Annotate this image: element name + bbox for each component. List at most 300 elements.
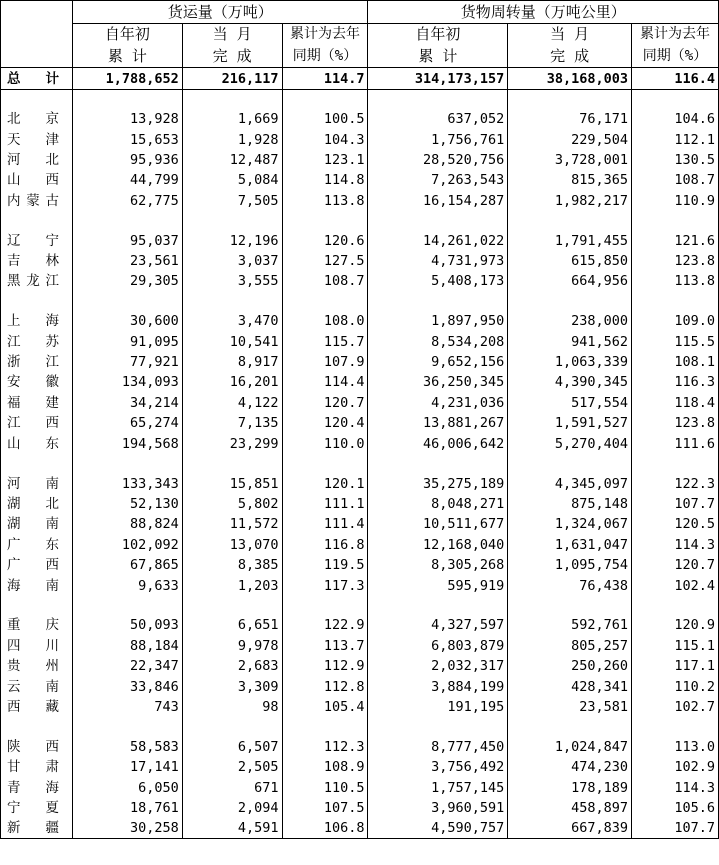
pct-volume-cell: 112.9	[282, 656, 368, 676]
region-name-cell	[1, 271, 73, 291]
ytd-turnover-cell: 8,305,268	[368, 555, 508, 575]
table-row	[1, 555, 719, 575]
month-turnover-cell: 615,850	[508, 251, 632, 271]
region-name: 河 南	[7, 475, 59, 492]
table-row	[1, 170, 719, 190]
ytd-volume-cell: 194,568	[72, 433, 182, 453]
col-header-ytd-top: 自年初	[368, 24, 508, 46]
total-label-text: 总 计	[7, 70, 59, 87]
pct-volume-cell: 120.1	[282, 473, 368, 493]
pct-turnover-cell: 123.8	[632, 251, 719, 271]
ytd-volume-cell: 65,274	[72, 413, 182, 433]
month-volume-cell: 8,917	[182, 352, 282, 372]
month-volume-cell: 5,084	[182, 170, 282, 190]
month-turnover-cell: 76,171	[508, 109, 632, 129]
month-volume-cell: 4,591	[182, 818, 282, 839]
spacer-cell	[508, 596, 632, 616]
pct-turnover-cell: 109.0	[632, 311, 719, 331]
spacer-cell	[368, 292, 508, 312]
pct-turnover-cell: 105.6	[632, 798, 719, 818]
table-row	[1, 494, 719, 514]
month-turnover-cell: 1,324,067	[508, 514, 632, 534]
region-name-cell	[1, 757, 73, 777]
month-turnover-cell: 592,761	[508, 615, 632, 635]
month-volume-cell: 7,505	[182, 191, 282, 211]
month-turnover-cell: 1,631,047	[508, 535, 632, 555]
ytd-turnover-cell: 4,731,973	[368, 251, 508, 271]
pct-volume-cell: 115.7	[282, 332, 368, 352]
spacer-cell	[368, 717, 508, 737]
table-row	[1, 109, 719, 129]
region-name: 四 川	[7, 637, 59, 654]
total-pct-volume: 114.7	[282, 68, 368, 90]
region-name: 浙 江	[7, 354, 59, 371]
month-volume-cell: 5,802	[182, 494, 282, 514]
month-volume-cell: 16,201	[182, 372, 282, 392]
total-month-turnover: 38,168,003	[508, 68, 632, 90]
region-name: 海 南	[7, 577, 59, 594]
pct-turnover-cell: 114.3	[632, 535, 719, 555]
month-turnover-cell: 76,438	[508, 575, 632, 595]
total-row	[1, 68, 719, 90]
ytd-volume-cell: 77,921	[72, 352, 182, 372]
region-name: 河 北	[7, 151, 59, 168]
ytd-volume-cell: 95,936	[72, 150, 182, 170]
month-volume-cell: 3,037	[182, 251, 282, 271]
spacer-cell	[1, 211, 73, 231]
region-name-cell	[1, 615, 73, 635]
region-name-cell	[1, 150, 73, 170]
pct-turnover-cell: 116.3	[632, 372, 719, 392]
pct-volume-cell: 113.7	[282, 636, 368, 656]
region-name: 青 海	[7, 779, 59, 796]
pct-volume-cell: 114.8	[282, 170, 368, 190]
pct-volume-cell: 105.4	[282, 697, 368, 717]
pct-volume-cell: 122.9	[282, 615, 368, 635]
group-spacer-row	[1, 596, 719, 616]
ytd-volume-cell: 88,824	[72, 514, 182, 534]
ytd-turnover-cell: 46,006,642	[368, 433, 508, 453]
pct-volume-cell: 119.5	[282, 555, 368, 575]
month-turnover-cell: 250,260	[508, 656, 632, 676]
month-volume-cell: 4,122	[182, 393, 282, 413]
month-volume-cell: 1,669	[182, 109, 282, 129]
spacer-cell	[72, 90, 182, 110]
month-turnover-cell: 805,257	[508, 636, 632, 656]
spacer-cell	[1, 454, 73, 474]
ytd-volume-cell: 50,093	[72, 615, 182, 635]
ytd-volume-cell: 30,600	[72, 311, 182, 331]
region-name: 新 疆	[7, 820, 59, 837]
region-name: 上 海	[7, 313, 59, 330]
spacer-cell	[368, 596, 508, 616]
month-turnover-cell: 815,365	[508, 170, 632, 190]
month-turnover-cell: 1,024,847	[508, 737, 632, 757]
month-turnover-cell: 941,562	[508, 332, 632, 352]
pct-turnover-cell: 104.6	[632, 109, 719, 129]
group-spacer-row	[1, 211, 719, 231]
month-turnover-cell: 664,956	[508, 271, 632, 291]
ytd-turnover-cell: 1,757,145	[368, 777, 508, 797]
table-row	[1, 393, 719, 413]
ytd-volume-cell: 91,095	[72, 332, 182, 352]
region-name-cell	[1, 575, 73, 595]
pct-volume-cell: 114.4	[282, 372, 368, 392]
spacer-cell	[72, 596, 182, 616]
month-volume-cell: 15,851	[182, 473, 282, 493]
pct-turnover-cell: 102.7	[632, 697, 719, 717]
pct-turnover-cell: 107.7	[632, 818, 719, 839]
pct-turnover-cell: 111.6	[632, 433, 719, 453]
month-turnover-cell: 4,390,345	[508, 372, 632, 392]
ytd-turnover-cell: 10,511,677	[368, 514, 508, 534]
pct-volume-cell: 111.1	[282, 494, 368, 514]
month-turnover-cell: 1,591,527	[508, 413, 632, 433]
pct-volume-cell: 120.7	[282, 393, 368, 413]
spacer-cell	[182, 90, 282, 110]
pct-volume-cell: 107.9	[282, 352, 368, 372]
pct-turnover-cell: 115.1	[632, 636, 719, 656]
total-label	[1, 68, 73, 90]
table-row	[1, 191, 719, 211]
spacer-cell	[182, 454, 282, 474]
spacer-cell	[1, 292, 73, 312]
month-turnover-cell: 667,839	[508, 818, 632, 839]
pct-volume-cell: 123.1	[282, 150, 368, 170]
region-name-cell	[1, 818, 73, 839]
table-row	[1, 473, 719, 493]
ytd-turnover-cell: 4,327,597	[368, 615, 508, 635]
spacer-cell	[282, 454, 368, 474]
month-turnover-cell: 229,504	[508, 129, 632, 149]
pct-turnover-cell: 110.2	[632, 676, 719, 696]
ytd-volume-cell: 22,347	[72, 656, 182, 676]
pct-turnover-cell: 113.0	[632, 737, 719, 757]
region-name-cell	[1, 473, 73, 493]
ytd-volume-cell: 29,305	[72, 271, 182, 291]
pct-volume-cell: 100.5	[282, 109, 368, 129]
ytd-turnover-cell: 9,652,156	[368, 352, 508, 372]
ytd-turnover-cell: 8,048,271	[368, 494, 508, 514]
table-row	[1, 798, 719, 818]
table-row	[1, 676, 719, 696]
region-name: 辽 宁	[7, 232, 59, 249]
ytd-turnover-cell: 3,884,199	[368, 676, 508, 696]
region-name: 西 藏	[7, 698, 59, 715]
ytd-turnover-cell: 6,803,879	[368, 636, 508, 656]
pct-turnover-cell: 102.9	[632, 757, 719, 777]
pct-turnover-cell: 121.6	[632, 230, 719, 250]
table-row	[1, 251, 719, 271]
region-name: 宁 夏	[7, 800, 59, 817]
month-turnover-cell: 238,000	[508, 311, 632, 331]
pct-volume-cell: 108.7	[282, 271, 368, 291]
region-name: 重 庆	[7, 617, 59, 634]
total-ytd-volume: 1,788,652	[72, 68, 182, 90]
table-row	[1, 514, 719, 534]
table-row	[1, 697, 719, 717]
region-name-cell	[1, 535, 73, 555]
col-header-pct-bottom: 同期（%）	[632, 46, 719, 68]
ytd-volume-cell: 67,865	[72, 555, 182, 575]
region-name: 安 徽	[7, 374, 59, 391]
pct-volume-cell: 112.8	[282, 676, 368, 696]
ytd-volume-cell: 52,130	[72, 494, 182, 514]
month-volume-cell: 98	[182, 697, 282, 717]
spacer-cell	[508, 292, 632, 312]
region-name: 北 京	[7, 111, 59, 128]
spacer-cell	[368, 454, 508, 474]
spacer-cell	[632, 596, 719, 616]
spacer-cell	[508, 211, 632, 231]
region-name: 贵 州	[7, 658, 59, 675]
pct-volume-cell: 108.9	[282, 757, 368, 777]
region-name: 天 津	[7, 131, 59, 148]
table-row	[1, 575, 719, 595]
spacer-cell	[72, 292, 182, 312]
pct-volume-cell: 120.6	[282, 230, 368, 250]
ytd-turnover-cell: 4,231,036	[368, 393, 508, 413]
spacer-cell	[282, 596, 368, 616]
ytd-volume-cell: 30,258	[72, 818, 182, 839]
header-corner-cell	[1, 1, 73, 24]
col-header-pct-top: 累计为去年	[282, 24, 368, 46]
pct-volume-cell: 106.8	[282, 818, 368, 839]
table-row	[1, 352, 719, 372]
region-name-cell	[1, 129, 73, 149]
ytd-turnover-cell: 595,919	[368, 575, 508, 595]
ytd-turnover-cell: 8,777,450	[368, 737, 508, 757]
month-volume-cell: 10,541	[182, 332, 282, 352]
pct-turnover-cell: 108.7	[632, 170, 719, 190]
total-ytd-turnover: 314,173,157	[368, 68, 508, 90]
header-row-top	[1, 24, 719, 46]
month-turnover-cell: 1,063,339	[508, 352, 632, 372]
table-row	[1, 150, 719, 170]
region-name: 湖 南	[7, 516, 59, 533]
spacer-cell	[368, 211, 508, 231]
region-name-cell	[1, 514, 73, 534]
pct-turnover-cell: 120.7	[632, 555, 719, 575]
ytd-turnover-cell: 35,275,189	[368, 473, 508, 493]
region-name: 江 苏	[7, 333, 59, 350]
ytd-turnover-cell: 1,897,950	[368, 311, 508, 331]
month-volume-cell: 13,070	[182, 535, 282, 555]
month-turnover-cell: 458,897	[508, 798, 632, 818]
group-spacer-row	[1, 292, 719, 312]
ytd-volume-cell: 9,633	[72, 575, 182, 595]
ytd-volume-cell: 44,799	[72, 170, 182, 190]
month-turnover-cell: 5,270,404	[508, 433, 632, 453]
month-turnover-cell: 1,791,455	[508, 230, 632, 250]
region-name: 黑龙江	[7, 273, 59, 290]
spacer-cell	[632, 717, 719, 737]
table-row	[1, 818, 719, 839]
month-volume-cell: 23,299	[182, 433, 282, 453]
header-corner-cell	[1, 46, 73, 68]
month-turnover-cell: 178,189	[508, 777, 632, 797]
region-name-cell	[1, 656, 73, 676]
month-volume-cell: 11,572	[182, 514, 282, 534]
spacer-cell	[182, 292, 282, 312]
ytd-volume-cell: 134,093	[72, 372, 182, 392]
ytd-volume-cell: 95,037	[72, 230, 182, 250]
region-name-cell	[1, 798, 73, 818]
month-turnover-cell: 23,581	[508, 697, 632, 717]
col-header-pct-top: 累计为去年	[632, 24, 719, 46]
pct-volume-cell: 107.5	[282, 798, 368, 818]
pct-turnover-cell: 120.5	[632, 514, 719, 534]
month-volume-cell: 2,683	[182, 656, 282, 676]
region-name-cell	[1, 393, 73, 413]
region-name: 内蒙古	[7, 192, 59, 209]
header-corner-cell	[1, 24, 73, 46]
total-month-volume: 216,117	[182, 68, 282, 90]
pct-volume-cell: 111.4	[282, 514, 368, 534]
ytd-volume-cell: 743	[72, 697, 182, 717]
month-turnover-cell: 1,982,217	[508, 191, 632, 211]
spacer-cell	[282, 292, 368, 312]
pct-volume-cell: 112.3	[282, 737, 368, 757]
month-volume-cell: 12,487	[182, 150, 282, 170]
region-name-cell	[1, 697, 73, 717]
spacer-cell	[182, 717, 282, 737]
table-row	[1, 230, 719, 250]
month-turnover-cell: 517,554	[508, 393, 632, 413]
col-header-ytd-bottom: 累 计	[368, 46, 508, 68]
ytd-volume-cell: 133,343	[72, 473, 182, 493]
pct-turnover-cell: 118.4	[632, 393, 719, 413]
pct-volume-cell: 110.0	[282, 433, 368, 453]
ytd-volume-cell: 33,846	[72, 676, 182, 696]
region-name-cell	[1, 230, 73, 250]
region-name: 甘 肃	[7, 759, 59, 776]
month-volume-cell: 671	[182, 777, 282, 797]
month-volume-cell: 12,196	[182, 230, 282, 250]
ytd-turnover-cell: 1,756,761	[368, 129, 508, 149]
month-turnover-cell: 428,341	[508, 676, 632, 696]
ytd-turnover-cell: 16,154,287	[368, 191, 508, 211]
total-pct-turnover: 116.4	[632, 68, 719, 90]
month-volume-cell: 1,203	[182, 575, 282, 595]
col-header-ytd-top: 自年初	[72, 24, 182, 46]
month-volume-cell: 2,505	[182, 757, 282, 777]
region-name-cell	[1, 251, 73, 271]
col-header-month-top: 当 月	[508, 24, 632, 46]
month-volume-cell: 6,651	[182, 615, 282, 635]
ytd-turnover-cell: 637,052	[368, 109, 508, 129]
table-row	[1, 535, 719, 555]
spacer-cell	[632, 90, 719, 110]
ytd-volume-cell: 18,761	[72, 798, 182, 818]
pct-turnover-cell: 102.4	[632, 575, 719, 595]
pct-turnover-cell: 122.3	[632, 473, 719, 493]
ytd-volume-cell: 88,184	[72, 636, 182, 656]
table-row	[1, 737, 719, 757]
month-volume-cell: 3,309	[182, 676, 282, 696]
month-turnover-cell: 474,230	[508, 757, 632, 777]
pct-turnover-cell: 117.1	[632, 656, 719, 676]
table-row	[1, 413, 719, 433]
region-name-cell	[1, 191, 73, 211]
region-name: 福 建	[7, 394, 59, 411]
region-name-cell	[1, 433, 73, 453]
ytd-volume-cell: 15,653	[72, 129, 182, 149]
table-row	[1, 777, 719, 797]
pct-turnover-cell: 108.1	[632, 352, 719, 372]
ytd-turnover-cell: 2,032,317	[368, 656, 508, 676]
ytd-turnover-cell: 5,408,173	[368, 271, 508, 291]
month-volume-cell: 7,135	[182, 413, 282, 433]
month-turnover-cell: 1,095,754	[508, 555, 632, 575]
region-name: 云 南	[7, 678, 59, 695]
ytd-volume-cell: 102,092	[72, 535, 182, 555]
col-header-ytd-bottom: 累 计	[72, 46, 182, 68]
region-name-cell	[1, 413, 73, 433]
ytd-volume-cell: 62,775	[72, 191, 182, 211]
pct-volume-cell: 108.0	[282, 311, 368, 331]
ytd-turnover-cell: 12,168,040	[368, 535, 508, 555]
pct-volume-cell: 127.5	[282, 251, 368, 271]
month-volume-cell: 8,385	[182, 555, 282, 575]
spacer-cell	[182, 211, 282, 231]
table-row	[1, 656, 719, 676]
group-spacer-row	[1, 90, 719, 110]
table-row	[1, 615, 719, 635]
spacer-cell	[508, 454, 632, 474]
region-name-cell	[1, 372, 73, 392]
header-row-bottom	[1, 46, 719, 68]
ytd-turnover-cell: 7,263,543	[368, 170, 508, 190]
table-row	[1, 372, 719, 392]
region-name: 广 西	[7, 557, 59, 574]
ytd-turnover-cell: 3,960,591	[368, 798, 508, 818]
region-name: 陕 西	[7, 738, 59, 755]
month-volume-cell: 3,555	[182, 271, 282, 291]
spacer-cell	[1, 596, 73, 616]
col-header-month-top: 当 月	[182, 24, 282, 46]
ytd-turnover-cell: 8,534,208	[368, 332, 508, 352]
region-name-cell	[1, 555, 73, 575]
pct-turnover-cell: 123.8	[632, 413, 719, 433]
table-row	[1, 332, 719, 352]
pct-turnover-cell: 130.5	[632, 150, 719, 170]
month-volume-cell: 2,094	[182, 798, 282, 818]
ytd-volume-cell: 23,561	[72, 251, 182, 271]
ytd-volume-cell: 58,583	[72, 737, 182, 757]
region-name-cell	[1, 170, 73, 190]
spacer-cell	[1, 90, 73, 110]
region-name: 山 西	[7, 172, 59, 189]
ytd-turnover-cell: 4,590,757	[368, 818, 508, 839]
pct-turnover-cell: 110.9	[632, 191, 719, 211]
spacer-cell	[632, 211, 719, 231]
spacer-cell	[282, 717, 368, 737]
region-name: 吉 林	[7, 253, 59, 270]
region-name-cell	[1, 777, 73, 797]
spacer-cell	[632, 292, 719, 312]
spacer-cell	[508, 717, 632, 737]
table-row	[1, 311, 719, 331]
spacer-cell	[368, 90, 508, 110]
pct-turnover-cell: 115.5	[632, 332, 719, 352]
table-row	[1, 636, 719, 656]
ytd-volume-cell: 17,141	[72, 757, 182, 777]
ytd-turnover-cell: 28,520,756	[368, 150, 508, 170]
region-name: 山 东	[7, 435, 59, 452]
region-name-cell	[1, 352, 73, 372]
pct-volume-cell: 120.4	[282, 413, 368, 433]
